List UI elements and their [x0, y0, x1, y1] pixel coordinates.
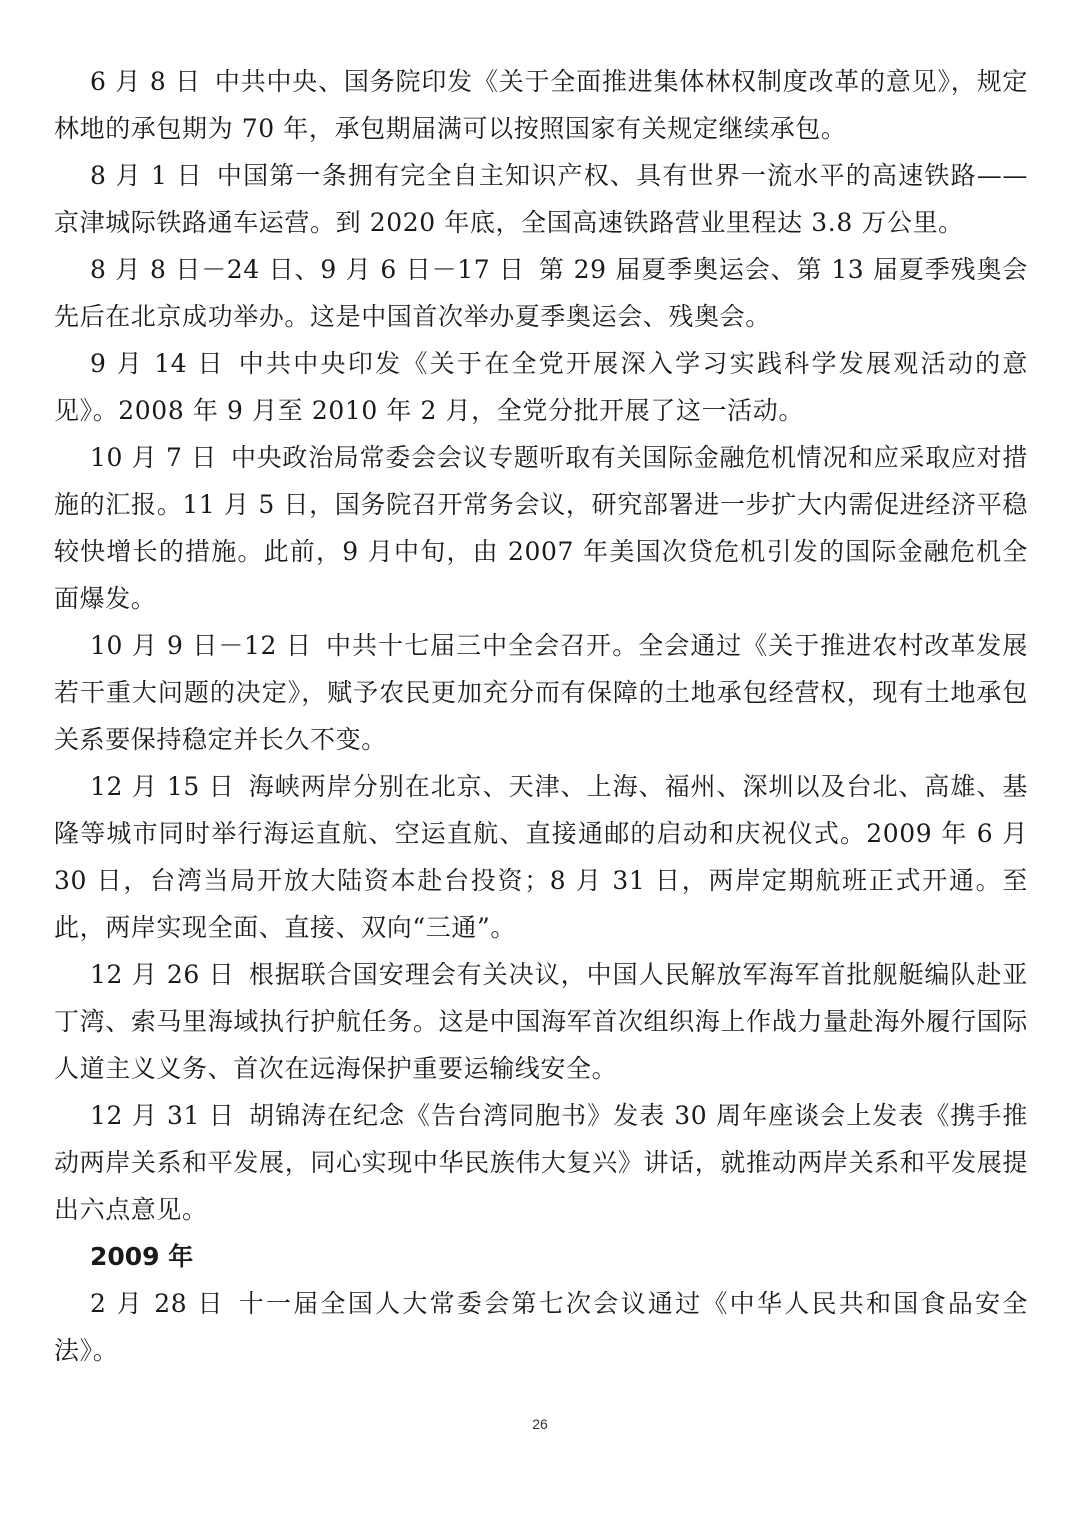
entry-date: 6 月 8 日	[90, 67, 201, 96]
page-number: 26	[532, 1416, 548, 1432]
entry-date: 9 月 14 日	[90, 349, 225, 378]
entry-aug-8	[54, 246, 1028, 340]
entry-date: 12 月 15 日	[90, 772, 235, 801]
entry-date: 10 月 9 日－12 日	[90, 631, 313, 660]
entry-date: 2 月 28 日	[90, 1289, 225, 1318]
entry-oct-7	[54, 434, 1028, 622]
entry-text: 第 29 届夏季奥运会、第 13 届夏季残奥会先后在北京成功举办。这是中国首次举办夏季奥运会、残奥会。	[54, 255, 1028, 331]
entry-text: 海峡两岸分别在北京、天津、上海、福州、深圳以及台北、高雄、基隆等城市同时举行海运直航、空运直航、直接通邮的启动和庆祝仪式。2009 年 6 月 30 日，台湾当局开放大陆资本赴台投资；8 月 31 日，两岸定期航班正式开通。至此，两岸实现全面、直接、双向“三通”。	[54, 772, 1028, 942]
entry-date: 8 月 1 日	[90, 161, 203, 190]
entry-text: 根据联合国安理会有关决议，中国人民解放军海军首批舰艇编队赴亚丁湾、索马里海域执行护航任务。这是中国海军首次组织海上作战力量赴海外履行国际人道主义义务、首次在远海保护重要运输线安全。	[54, 960, 1028, 1083]
entry-text: 中共十七届三中全会召开。全会通过《关于推进农村改革发展若干重大问题的决定》，赋予农民更加充分而有保障的土地承包经营权，现有土地承包关系要保持稳定并长久不变。	[54, 631, 1029, 754]
entry-sep-14	[54, 340, 1028, 434]
entry-dec-31	[54, 1092, 1028, 1233]
entry-jun-8	[54, 58, 1028, 152]
entry-oct-9	[54, 622, 1028, 763]
document-page	[54, 58, 1028, 1374]
entry-text: 胡锦涛在纪念《告台湾同胞书》发表 30 周年座谈会上发表《携手推动两岸关系和平发展，同心实现中华民族伟大复兴》讲话，就推动两岸关系和平发展提出六点意见。	[54, 1101, 1028, 1224]
entry-dec-15	[54, 763, 1028, 951]
entry-text: 中共中央、国务院印发《关于全面推进集体林权制度改革的意见》，规定林地的承包期为 70 年，承包期届满可以按照国家有关规定继续承包。	[54, 67, 1028, 143]
entry-dec-26	[54, 951, 1028, 1092]
entry-date: 12 月 31 日	[90, 1101, 235, 1130]
year-heading: 2009 年	[90, 1242, 194, 1271]
entry-text: 中央政治局常委会会议专题听取有关国际金融危机情况和应采取应对措施的汇报。11 月 5 日，国务院召开常务会议，研究部署进一步扩大内需促进经济平稳较快增长的措施。此前，9 月中旬，由 2007 年美国次贷危机引发的国际金融危机全面爆发。	[54, 443, 1028, 613]
entry-aug-1	[54, 152, 1028, 246]
entry-date: 10 月 7 日	[90, 443, 217, 472]
entry-feb-28	[54, 1280, 1028, 1374]
entry-text: 中共中央印发《关于在全党开展深入学习实践科学发展观活动的意见》。2008 年 9 月至 2010 年 2 月，全党分批开展了这一活动。	[54, 349, 1029, 425]
entry-text: 中国第一条拥有完全自主知识产权、具有世界一流水平的高速铁路——京津城际铁路通车运营。到 2020 年底，全国高速铁路营业里程达 3.8 万公里。	[54, 161, 1028, 237]
entry-text: 十一届全国人大常委会第七次会议通过《中华人民共和国食品安全法》。	[54, 1289, 1029, 1365]
entry-date: 12 月 26 日	[90, 960, 235, 989]
entry-date: 8 月 8 日－24 日、9 月 6 日－17 日	[90, 255, 525, 284]
